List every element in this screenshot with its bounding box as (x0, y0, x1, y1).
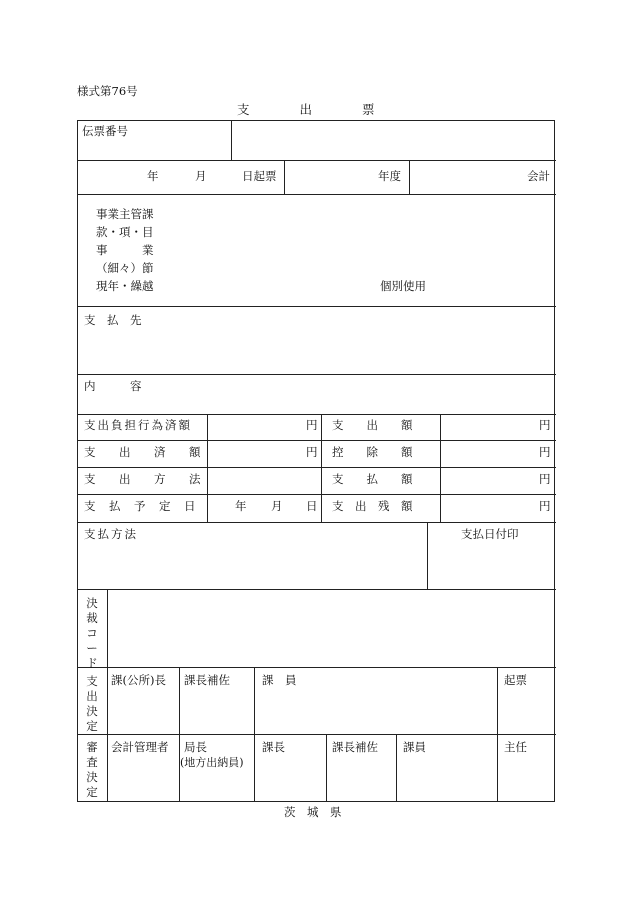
payment-yen: 円 (539, 472, 551, 486)
deputy-chief-label: 課長補佐 (184, 673, 230, 687)
current-year-label: 現年・繰越 (96, 279, 154, 293)
bureau-chief-sub-label: (地方出納員) (180, 756, 244, 769)
audit-staff-label: 課員 (403, 740, 426, 754)
expenditure-label: 支 出 額 (332, 418, 413, 432)
accounting-manager-label: 会計管理者 (111, 740, 169, 754)
fiscal-year-label: 年度 (378, 169, 401, 183)
staff-label: 課 員 (262, 673, 297, 687)
balance-yen: 円 (539, 499, 551, 513)
slip-number-field[interactable] (232, 121, 554, 158)
content-label: 内 容 (84, 379, 142, 393)
expense-decision-label: 支 出 決 定 (86, 674, 98, 733)
payment-method-label: 支払方法 (84, 527, 138, 541)
individual-use-label: 個別使用 (380, 279, 426, 293)
approval-code-label: 決 裁 コ ー ド (86, 596, 98, 670)
scheduled-year: 年 (235, 499, 247, 513)
scheduled-day: 日 (306, 499, 318, 513)
scheduled-label: 支 払 予 定 日 (84, 499, 197, 513)
project-label: 事 業 (96, 243, 154, 257)
chief-label: 主任 (504, 740, 527, 754)
payee-label: 支 払 先 (84, 313, 142, 327)
paid-label: 支 出 済 額 (84, 445, 207, 459)
drafter-label: 起票 (504, 673, 527, 687)
bureau-chief-label: 局長 (184, 740, 207, 754)
commitment-yen: 円 (306, 418, 318, 432)
audit-section-chief-label: 課長 (262, 740, 285, 754)
audit-deputy-chief-label: 課長補佐 (332, 740, 378, 754)
expenditure-yen: 円 (539, 418, 551, 432)
payment-date-stamp-label: 支払日付印 (461, 527, 519, 541)
form-title: 支 出 票 (237, 102, 375, 117)
payment-label: 支 払 額 (332, 472, 413, 486)
issue-month-label: 月 (195, 169, 207, 183)
paid-yen: 円 (306, 445, 318, 459)
audit-decision-label: 審 査 決 定 (86, 740, 98, 799)
item-label: 款・項・目 (96, 225, 154, 239)
method-label: 支 出 方 法 (84, 472, 207, 486)
deduction-label: 控 除 額 (332, 445, 413, 459)
section-chief-label: 課(公所)長 (111, 673, 166, 687)
prefecture-name: 茨 城 県 (284, 805, 342, 819)
section-label: （細々）節 (96, 261, 154, 275)
commitment-label: 支出負担行為済額 (84, 418, 192, 432)
deduction-yen: 円 (539, 445, 551, 459)
balance-label: 支 出 残 額 (332, 499, 413, 513)
accounting-label: 会計 (527, 169, 550, 183)
slip-number-label: 伝票番号 (82, 124, 128, 138)
division-label: 事業主管課 (96, 207, 154, 221)
scheduled-month: 月 (271, 499, 283, 513)
issue-year-label: 年 (147, 169, 159, 183)
issue-day-label: 日起票 (242, 169, 277, 183)
form-number: 様式第76号 (77, 84, 138, 98)
expenditure-form (77, 120, 555, 802)
